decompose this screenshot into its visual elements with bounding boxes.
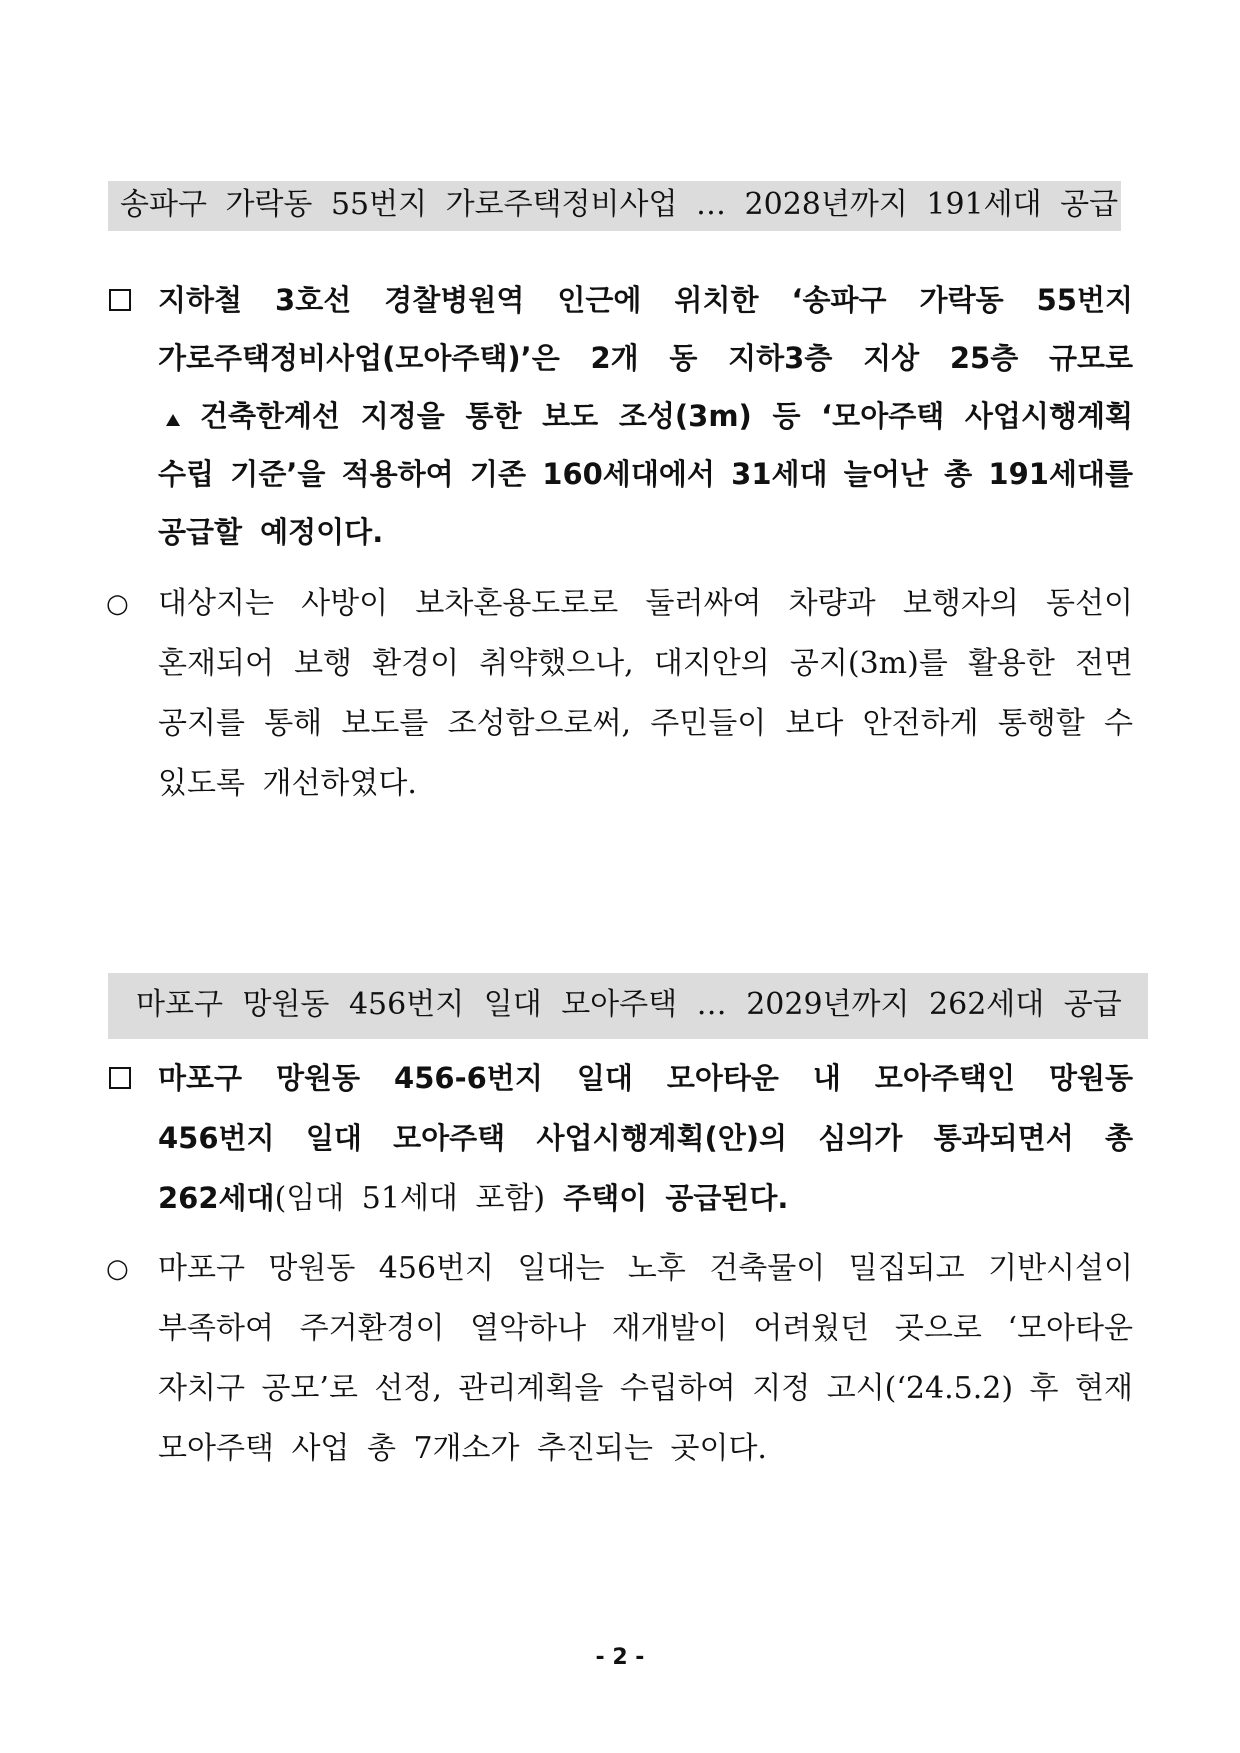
detail-line: 있도록 개선하였다. bbox=[158, 766, 417, 801]
detail-line: 부족하여 주거환경이 열악하나 재개발이 어려웠던 곳으로 ‘모아타운 bbox=[158, 1311, 1133, 1346]
summary-line: 수립 기준’을 적용하여 기존 160세대에서 31세대 늘어난 총 191세대를 bbox=[158, 457, 1133, 491]
summary-text-bold: 262세대 bbox=[158, 1181, 275, 1215]
summary-line: 마포구 망원동 456-6번지 일대 모아타운 내 모아주택인 망원동 bbox=[158, 1061, 1133, 1095]
detail-line: 마포구 망원동 456번지 일대는 노후 건축물이 밀집되고 기반시설이 bbox=[158, 1251, 1133, 1286]
summary-line: 가로주택정비사업(모아주택)’은 2개 동 지하3층 지상 25층 규모로 bbox=[158, 341, 1133, 375]
summary-text-bold: 주택이 공급된다. bbox=[545, 1181, 789, 1215]
detail-line: 혼재되어 보행 환경이 취약했으나, 대지안의 공지(3m)를 활용한 전면 bbox=[158, 646, 1133, 681]
triangle-bullet-icon bbox=[166, 414, 180, 426]
detail-line: 대상지는 사방이 보차혼용도로로 둘러싸여 차량과 보행자의 동선이 bbox=[158, 586, 1133, 621]
page-number: - 2 - bbox=[595, 1645, 645, 1670]
summary-text-note: (임대 51세대 포함) bbox=[274, 1181, 546, 1216]
summary-line: 공급할 예정이다. bbox=[158, 515, 384, 549]
square-bullet-icon bbox=[109, 289, 131, 311]
summary-line: 지하철 3호선 경찰병원역 인근에 위치한 ‘송파구 가락동 55번지 bbox=[158, 283, 1133, 317]
square-bullet-icon bbox=[109, 1067, 131, 1089]
detail-line: 자치구 공모’로 선정, 관리계획을 수립하여 지정 고시(‘24.5.2) 후 현재 bbox=[158, 1371, 1133, 1406]
summary-line bbox=[158, 1178, 1133, 1218]
detail-line: 공지를 통해 보도를 조성함으로써, 주민들이 보다 안전하게 통행할 수 bbox=[158, 706, 1133, 741]
detail-line: 모아주택 사업 총 7개소가 추진되는 곳이다. bbox=[158, 1431, 767, 1466]
section-heading: 송파구 가락동 55번지 가로주택정비사업 … 2028년까지 191세대 공급 bbox=[108, 181, 1121, 231]
summary-line: 456번지 일대 모아주택 사업시행계획(안)의 심의가 통과되면서 총 bbox=[158, 1121, 1133, 1155]
circle-bullet: ○ bbox=[106, 1254, 129, 1284]
summary-line: 건축한계선 지정을 통한 보도 조성(3m) 등 ‘모아주택 사업시행계획 bbox=[200, 399, 1133, 433]
section-heading: 마포구 망원동 456번지 일대 모아주택 … 2029년까지 262세대 공급 bbox=[108, 973, 1148, 1039]
circle-bullet: ○ bbox=[106, 589, 129, 619]
